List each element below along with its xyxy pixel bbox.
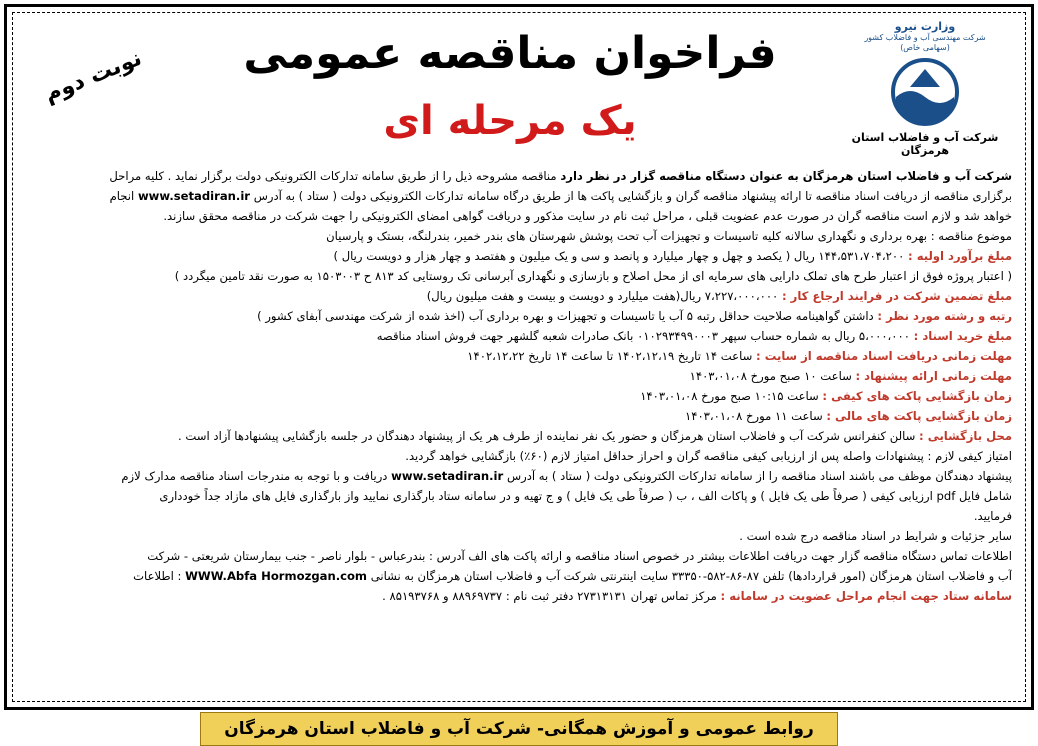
company-name: شرکت آب و فاضلاب استان هرمزگان: [851, 131, 999, 157]
duty-text-a: پیشنهاد دهندگان موظف می باشند اسناد مناقصه را از سامانه تدارکات الکترونیکی دولت ( ستاد ) به آدرس: [506, 469, 1012, 483]
purchase-label: مبلغ خرید اسناد :: [913, 329, 1012, 343]
contact-line-3: [26, 586, 1012, 606]
duty-line-1: [26, 466, 1012, 486]
purchase-value: ۵،۰۰۰،۰۰۰ ریال به شماره حساب سپهر ۰۱۰۲۹۳۴۹۹۰۰۰۳ بانک صادرات شعبه گلشهر جهت فروش اسناد مناقصه: [376, 329, 910, 343]
intro-bold: شرکت آب و فاضلاب استان هرمزگان به عنوان دستگاه مناقصه گزار در نظر دارد: [560, 169, 1012, 183]
guarantee-line: [26, 286, 1012, 306]
duty-text-b: دریافت و با توجه به مندرجات اسناد مناقصه مدارک لازم: [121, 469, 388, 483]
estimate-label: مبلغ برآورد اولیه :: [908, 249, 1012, 263]
purchase-line: [26, 326, 1012, 346]
intro-line-2: [26, 186, 1012, 206]
company-logo-block: [850, 20, 1000, 160]
setad-contact-label: سامانه ستاد جهت انجام مراحل عضویت در سامانه :: [720, 589, 1012, 603]
page-title: فراخوان مناقصه عمومی: [243, 28, 777, 79]
logo-subtitle: شرکت مهندسی آب و فاضلاب کشور: [864, 33, 986, 42]
fin-open-value: ساعت ۱۱ مورخ ۱۴۰۳،۰۱،۰۸: [685, 409, 823, 423]
ministry-name: وزارت نیرو: [894, 20, 956, 33]
abfa-link[interactable]: WWW.Abfa Hormozgan.com: [185, 569, 368, 583]
tech-open-label: زمان بازگشایی پاکت های کیفی :: [822, 389, 1012, 403]
receive-value: ساعت ۱۴ تاریخ ۱۴۰۲،۱۲،۱۹ تا ساعت ۱۴ تاریخ ۱۴۰۲،۱۲،۲۲: [467, 349, 753, 363]
intro-text-2: برگزاری مناقصه از دریافت اسناد مناقصه تا ارائه پیشنهاد مناقصه گران و بازگشایی پاکت ها از طریق درگاه سامانه تدارکات الکترونیکی دولت ( ستاد ) به آدرس: [253, 189, 1012, 203]
contact-text-a: آب و فاضلاب استان هرمزگان (امور قراردادها) تلفن ۸۷-۸۶-۵۸۲-۳۳۳۵۰ سایت اینترنتی شرکت آب و فاضلاب استان هرمزگان به نشانی: [370, 569, 1012, 583]
other-line: سایر جزئیات و شرایط در اسناد مناقصه درج شده است .: [739, 529, 1012, 543]
venue-label: محل بازگشایی :: [919, 429, 1012, 443]
fin-open-line: [26, 406, 1012, 426]
intro-text: مناقصه مشروحه ذیل را از طریق سامانه تدارکات الکترونیکی دولت برگزار نماید . کلیه مراحل: [109, 169, 557, 183]
setad-contact-value: مرکز تماس تهران ۲۷۳۱۳۱۳۱ دفتر ثبت نام : ۸۸۹۶۹۷۳۷ و ۸۵۱۹۳۷۶۸ .: [382, 589, 717, 603]
round-stamp: نوبت دوم: [41, 45, 146, 108]
tech-open-line: [26, 386, 1012, 406]
water-drop-logo-icon: [890, 57, 960, 127]
submit-label: مهلت زمانی ارائه پیشنهاد :: [855, 369, 1012, 383]
quality-line: امتیاز کیفی لازم : پیشنهادات واصله پس از ارزیابی کیفی مناقصه گران و احراز حداقل امتیاز لازم (۶۰٪) بازگشایی خواهد گردید.: [405, 449, 1012, 463]
duty-line-2: شامل فایل pdf ارزیابی کیفی ( صرفاً طی یک فایل ) و پاکات الف ، ب ( صرفاً طی یک فایل ) و ج تهیه و در سامانه ستاد بارگذاری نمایید واز بارگذاری فایل های مازاد جداً خودداری: [159, 489, 1012, 503]
grade-label: رتبه و رشته مورد نظر :: [877, 309, 1012, 323]
contact-line-1: اطلاعات تماس دستگاه مناقصه گزار جهت دریافت اطلاعات بیشتر در خصوص اسناد مناقصه و ارائه پاکت های الف آدرس : بندرعباس - بلوار ناصر - جنب بیمارستان شریعتی - شرکت: [147, 549, 1012, 563]
guarantee-label: مبلغ تضمین شرکت در فرایند ارجاع کار :: [781, 289, 1012, 303]
contact-line-2: [26, 566, 1012, 586]
tech-open-value: ساعت ۱۰:۱۵ صبح مورخ ۱۴۰۳،۰۱،۰۸: [640, 389, 819, 403]
receive-label: مهلت زمانی دریافت اسناد مناقصه از سایت :: [756, 349, 1012, 363]
contact-text-b: : اطلاعات: [133, 569, 182, 583]
intro-line-1: [26, 166, 1012, 186]
submit-value: ساعت ۱۰ صبح مورخ ۱۴۰۳،۰۱،۰۸: [689, 369, 852, 383]
footer-banner: روابط عمومی و آموزش همگانی- شرکت آب و فاضلاب استان هرمزگان: [200, 712, 838, 746]
estimate-value: ۱۴۴،۵۳۱،۷۰۴،۲۰۰ ریال ( یکصد و چهل و چهار میلیارد و پانصد و سی و یک میلیون و هفتصد و چهار هزار و دویست ریال ): [333, 249, 905, 263]
grade-line: [26, 306, 1012, 326]
receive-line: [26, 346, 1012, 366]
subject-line: موضوع مناقصه : بهره برداری و نگهداری سالانه کلیه تاسیسات و تجهیزات آب تحت پوشش شهرستان های بندر خمیر، بندرلنگه، بستک و پارسیان: [326, 229, 1012, 243]
estimate-note: ( اعتبار پروژه فوق از اعتبار طرح های تملک دارایی های سرمایه ای از محل اصلاح و بازسازی و نگهداری آبرسانی تک روستایی کد ۸۱۳ ح ۱۵۰۳۰۰۳ به صورت نقد تامین میگردد ): [174, 269, 1012, 283]
estimate-line: [26, 246, 1012, 266]
venue-line: [26, 426, 1012, 446]
intro-line-3: خواهد شد و لازم است مناقصه گران در صورت عدم عضویت قبلی ، مراحل ثبت نام در سایت مذکور و دریافت گواهی امضای الکترونیکی را جهت شرکت در مناقصه محقق سازند.: [163, 209, 1012, 223]
venue-value: سالن کنفرانس شرکت آب و فاضلاب استان هرمزگان و حضور یک نفر نماینده از طرف هر یک از پیشنهاد دهندگان در جلسه بازگشایی پیشنهادها آزاد است .: [178, 429, 916, 443]
duty-line-3: فرمایید.: [973, 509, 1012, 523]
grade-value: داشتن گواهینامه صلاحیت حداقل رتبه ۵ آب یا تاسیسات و تجهیزات و بهره برداری آب (اخذ شده از شرکت مهندسی آبفای کشور ): [257, 309, 874, 323]
notice-body: [26, 166, 1012, 606]
setad-link-2[interactable]: www.setadiran.ir: [391, 469, 504, 483]
guarantee-value: ۷،۲۲۷،۰۰۰،۰۰۰ ریال(هفت میلیارد و دویست و بیست و هفت میلیون ریال): [426, 289, 779, 303]
intro-text-2b: انجام: [109, 189, 135, 203]
logo-subtitle-2: (سهامی خاص): [900, 43, 950, 52]
page-subtitle: یک مرحله ای: [383, 98, 637, 144]
setad-link[interactable]: www.setadiran.ir: [137, 189, 251, 203]
submit-line: [26, 366, 1012, 386]
fin-open-label: زمان بازگشایی پاکت های مالی :: [826, 409, 1012, 423]
